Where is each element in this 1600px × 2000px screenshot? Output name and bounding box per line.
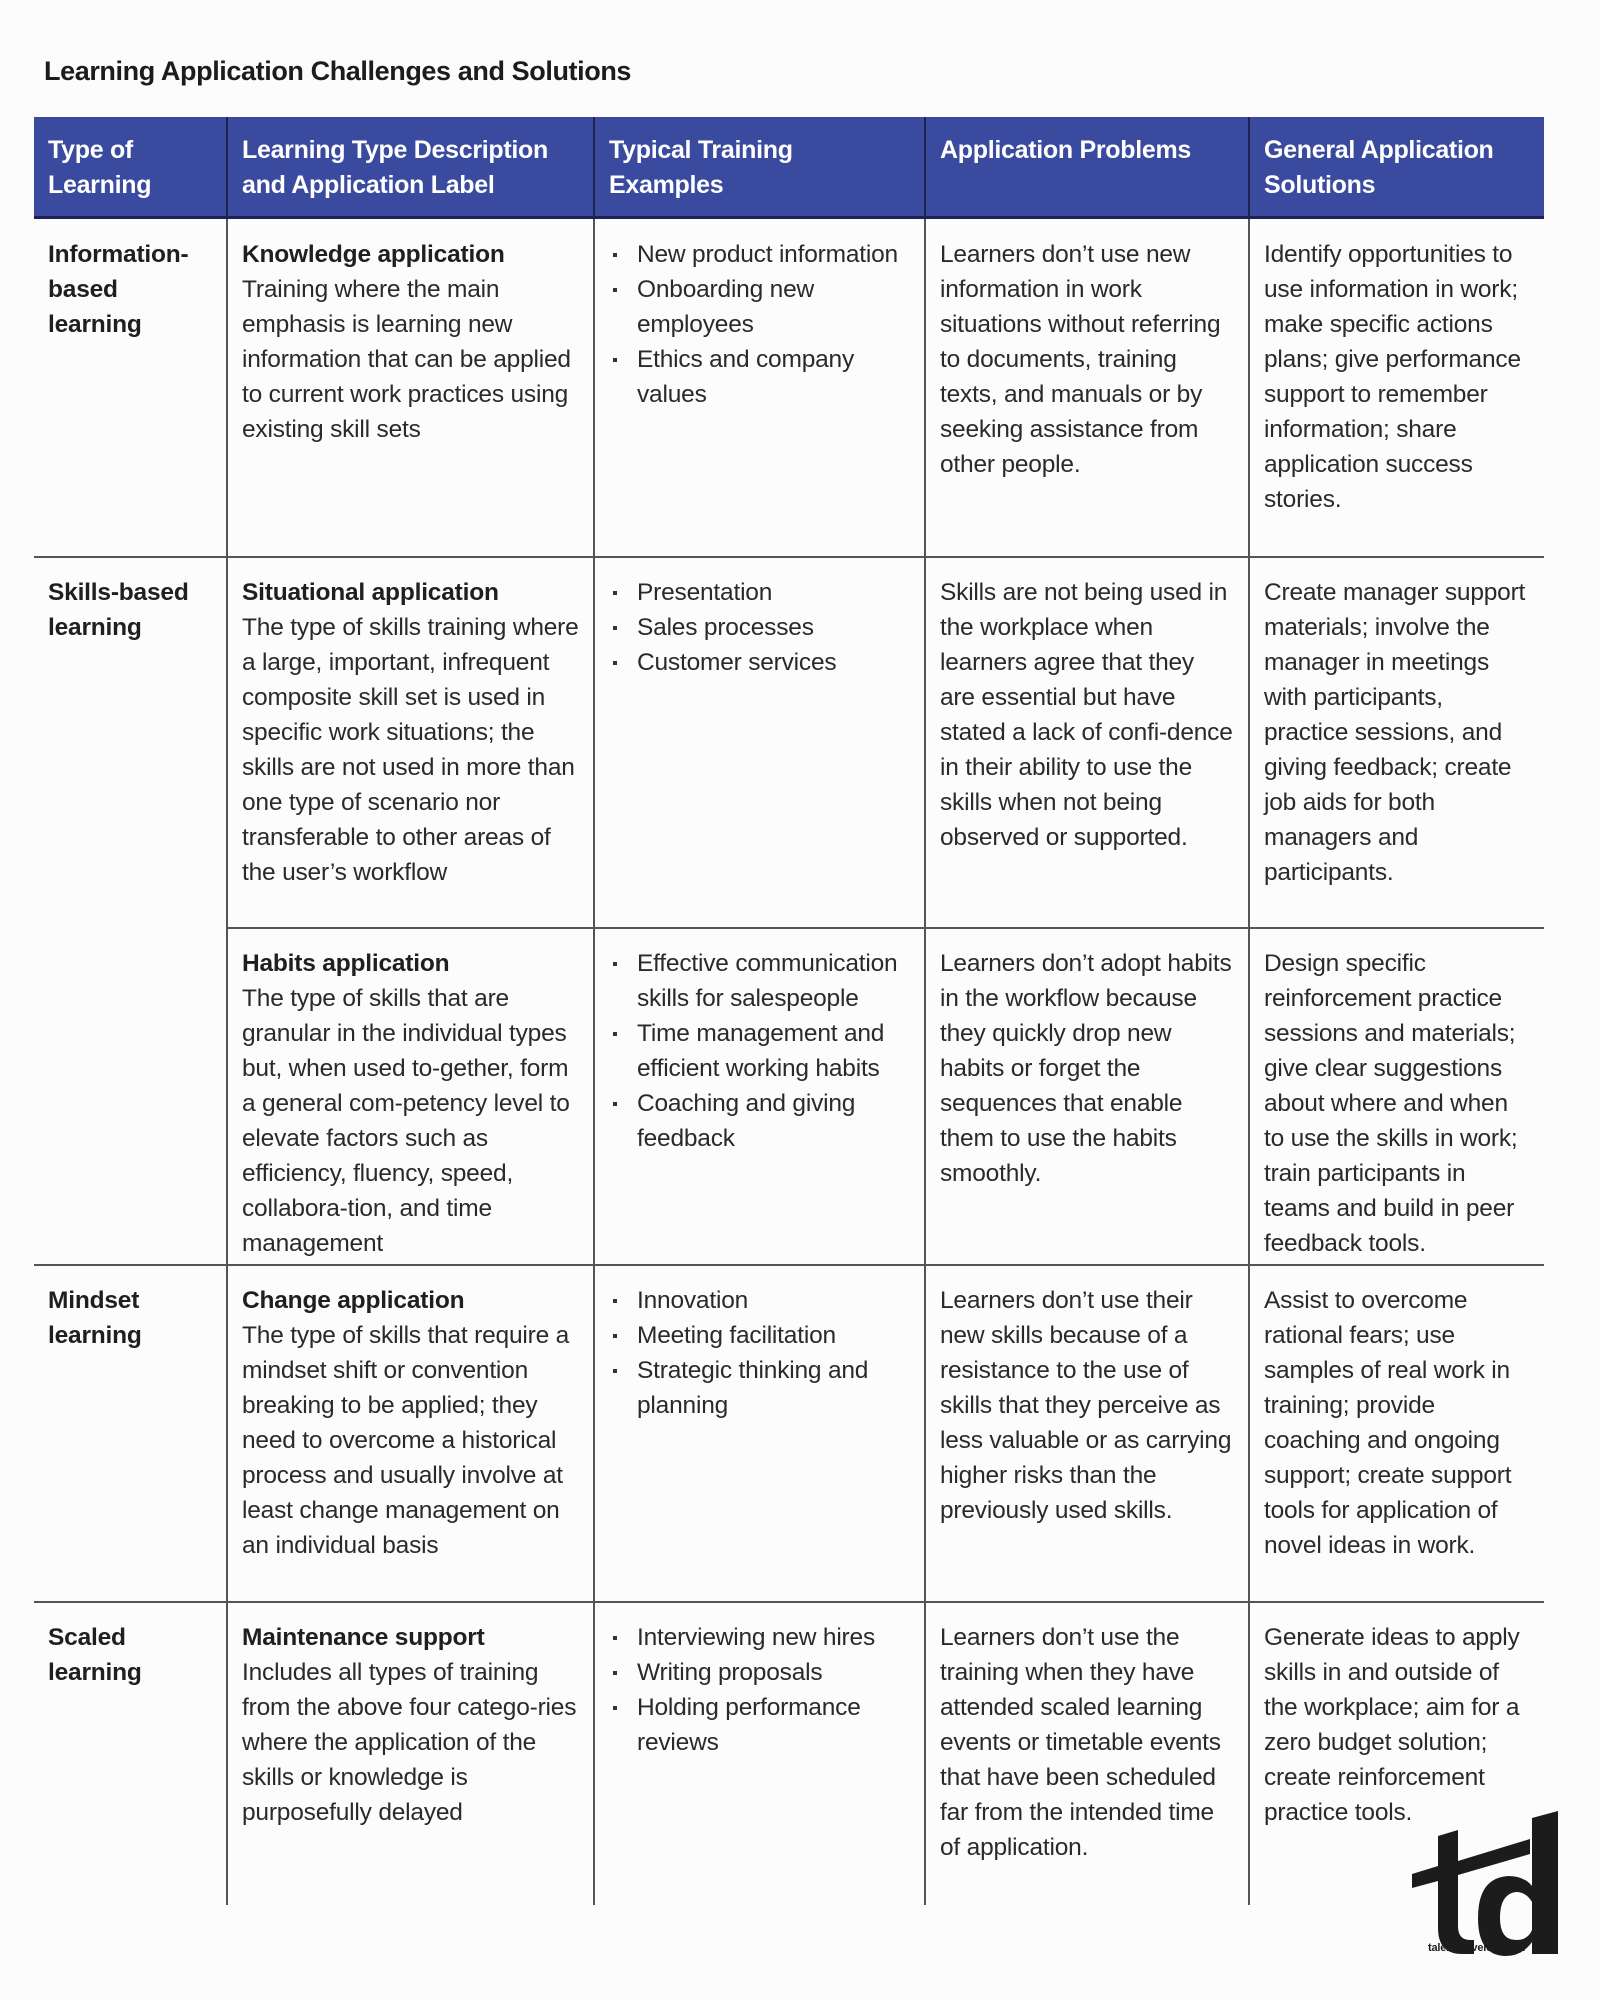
document-title: Learning Application Challenges and Solutions — [44, 56, 632, 86]
example-item: Onboarding new employees — [609, 272, 910, 342]
example-item: Innovation — [609, 1283, 910, 1318]
header-problems: Application Problems — [924, 117, 1248, 216]
learning-type: Scaled learning — [48, 1624, 142, 1686]
application-description: The type of skills training where a large, important, infrequent composite skill set is used in specific work situations; the skills are not used in more than one type of scenario nor transferable to other areas of the user’s workflow — [242, 614, 579, 886]
problem-cell: Learners don’t use the training when they have attended scaled learning events or timetable events that have been scheduled far from the intended time of application. — [924, 1602, 1248, 1905]
type-cell — [34, 557, 226, 928]
example-item: Coaching and giving feedback — [609, 1086, 910, 1156]
problem-cell: Learners don’t adopt habits in the workflow because they quickly drop new habits or forget the sequences that enable them to use the habits smoothly. — [924, 928, 1248, 1265]
example-item: Writing proposals — [609, 1655, 910, 1690]
application-description: Training where the main emphasis is learning new information that can be applied to current work practices using existing skill sets — [242, 276, 571, 443]
example-item: Meeting facilitation — [609, 1318, 910, 1353]
learning-type: Skills-based learning — [48, 579, 189, 641]
header-examples: Typical Training Examples — [593, 117, 924, 216]
td-logo-icon — [1412, 1806, 1558, 1956]
problem-cell: Skills are not being used in the workplace when learners agree that they are essential but have stated a lack of confi-dence in their ability to use the skills when not being observed or supported. — [924, 557, 1248, 928]
examples-list — [609, 1283, 910, 1423]
problem-cell: Learners don’t use new information in work situations without referring to documents, training texts, and manuals or by seeking assistance from other people. — [924, 219, 1248, 557]
example-item: Effective communication skills for salespeople — [609, 946, 910, 1016]
example-item: Strategic thinking and planning — [609, 1353, 910, 1423]
header-description: Learning Type Description and Application Label — [226, 117, 593, 216]
application-label: Situational application — [242, 579, 499, 606]
application-label: Change application — [242, 1287, 465, 1314]
example-item: Holding performance reviews — [609, 1690, 910, 1760]
header-solutions: General Application Solutions — [1248, 117, 1544, 216]
learning-type: Information-based learning — [48, 241, 189, 338]
description-cell — [226, 928, 593, 1265]
description-cell — [226, 557, 593, 928]
examples-list — [609, 237, 910, 412]
application-description: The type of skills that require a mindset shift or convention breaking to be applied; they need to overcome a historical process and usually involve at least change management on an individual basis — [242, 1322, 570, 1559]
examples-cell — [593, 557, 924, 928]
type-cell — [34, 1602, 226, 1905]
examples-cell — [593, 1265, 924, 1602]
solution-cell: Assist to overcome rational fears; use samples of real work in training; provide coaching and ongoing support; create support tools for application of novel ideas in work. — [1248, 1265, 1544, 1602]
solution-cell: Generate ideas to apply skills in and outside of the workplace; aim for a zero budget solution; create reinforcement practice tools. — [1248, 1602, 1544, 1905]
examples-cell — [593, 928, 924, 1265]
solution-cell: Design specific reinforcement practice sessions and materials; give clear suggestions about where and when to use the skills in work; train participants in teams and build in peer feedback tools. — [1248, 928, 1544, 1265]
solution-cell: Create manager support materials; involve the manager in meetings with participants, practice sessions, and giving feedback; create job aids for both managers and participants. — [1248, 557, 1544, 928]
examples-list — [609, 575, 910, 680]
problem-cell: Learners don’t use their new skills because of a resistance to the use of skills that they perceive as less valuable or as carrying higher risks than the previously used skills. — [924, 1265, 1248, 1602]
examples-cell — [593, 1602, 924, 1905]
learning-type: Mindset learning — [48, 1287, 142, 1349]
type-cell — [34, 1265, 226, 1602]
description-cell — [226, 1265, 593, 1602]
example-item: New product information — [609, 237, 910, 272]
example-item: Interviewing new hires — [609, 1620, 910, 1655]
application-label: Habits application — [242, 950, 450, 977]
header-type-of-learning: Type of Learning — [48, 136, 152, 199]
table-header — [34, 117, 1544, 219]
examples-list — [609, 1620, 910, 1760]
logo-caption: talent development — [1428, 1942, 1525, 1954]
application-description: Includes all types of training from the above four catego-ries where the application of the skills or knowledge is purposefully delayed — [242, 1659, 577, 1826]
example-item: Customer services — [609, 645, 910, 680]
application-label: Maintenance support — [242, 1624, 485, 1651]
solution-cell: Identify opportunities to use information in work; make specific actions plans; give performance support to remember information; share application success stories. — [1248, 219, 1544, 557]
type-cell — [34, 219, 226, 557]
examples-list — [609, 946, 910, 1156]
example-item: Ethics and company values — [609, 342, 910, 412]
example-item: Presentation — [609, 575, 910, 610]
description-cell — [226, 1602, 593, 1905]
example-item: Sales processes — [609, 610, 910, 645]
application-description: The type of skills that are granular in the individual types but, when used to-gether, form a general com-petency level to elevate factors such as efficiency, fluency, speed, collabora-tion, and time management — [242, 985, 570, 1257]
application-label: Knowledge application — [242, 241, 505, 268]
type-cell — [34, 928, 226, 1265]
description-cell — [226, 219, 593, 557]
example-item: Time management and efficient working habits — [609, 1016, 910, 1086]
examples-cell — [593, 219, 924, 557]
